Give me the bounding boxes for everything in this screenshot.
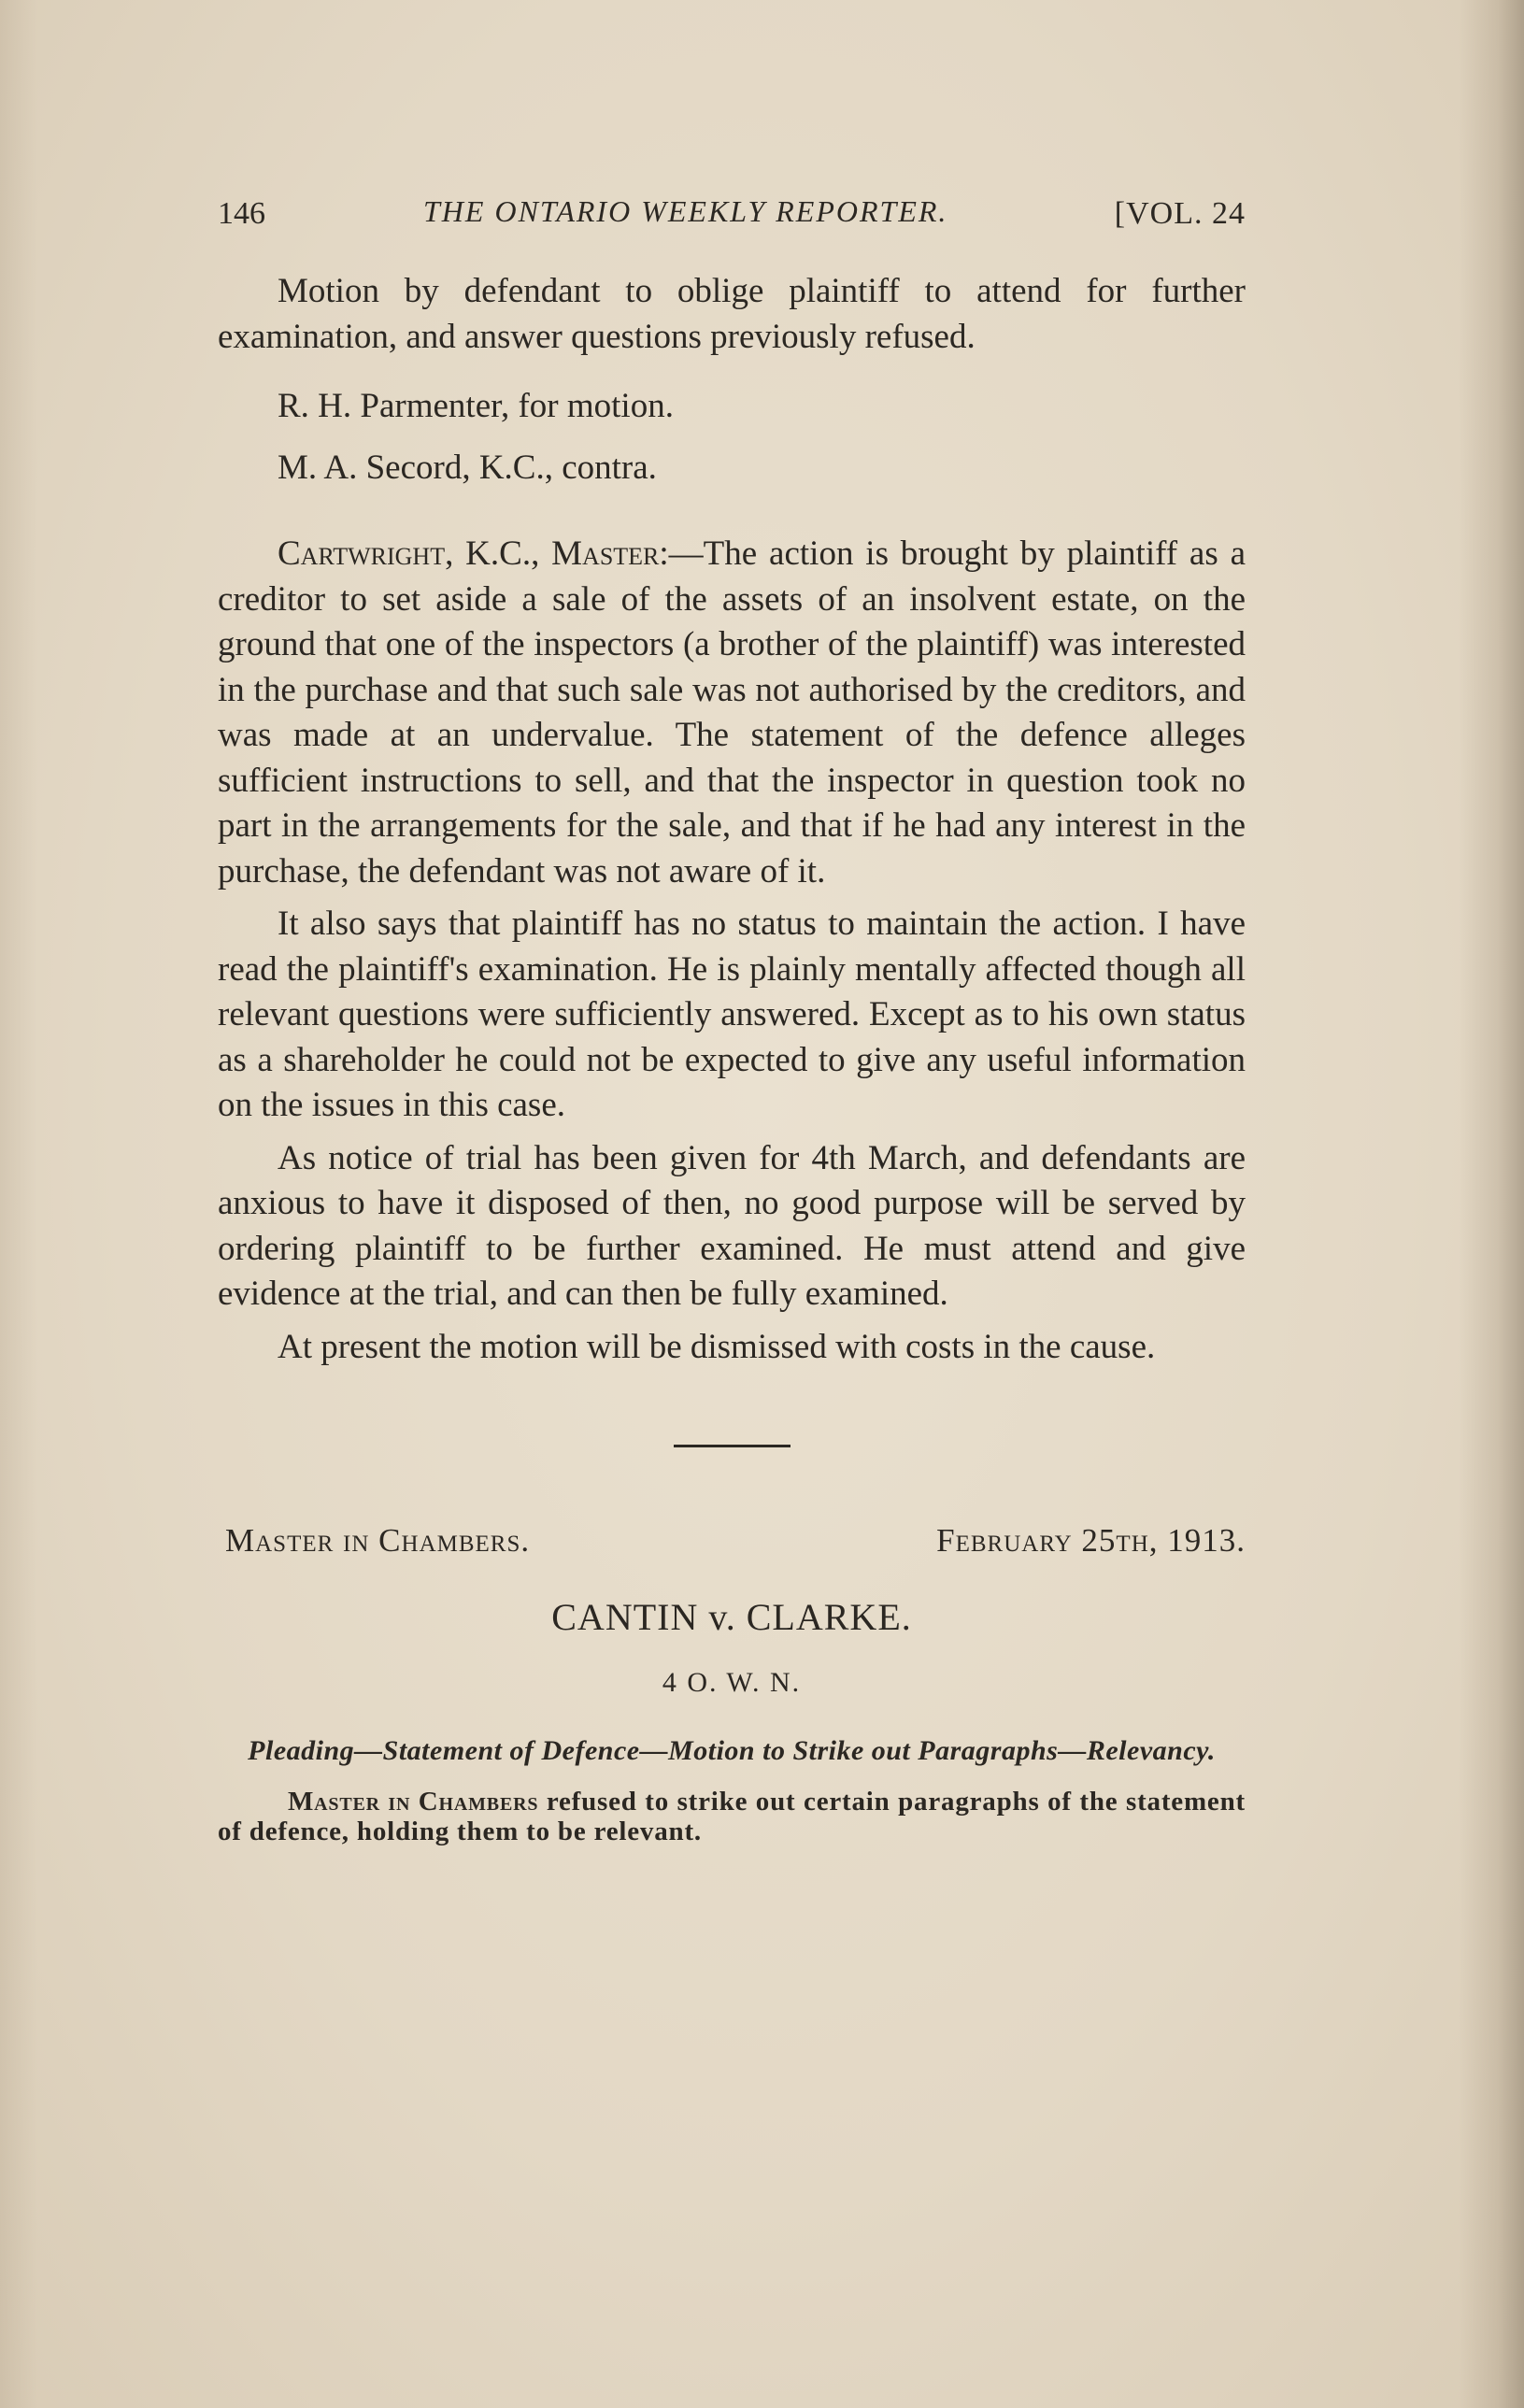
judge-name: Cartwright, K.C., Master	[278, 534, 660, 573]
holding-text: refused to strike out certain paragraphs of the statement of defence, holding them to be relevant.	[218, 1787, 1246, 1846]
volume-label: [VOL. 24	[1114, 196, 1246, 231]
judgment-paragraph-3: As notice of trial has been given for 4th March, and defendants are anxious to have it disposed of then, no good purpose will be served by ordering plaintiff to be further examined. He must attend and give evidence at the trial, and can then be fully examined.	[218, 1138, 1246, 1313]
judgment-paragraph-4: At present the motion will be dismissed with costs in the cause.	[278, 1327, 1156, 1366]
judgment-paragraph-1-text: :—The action is brought by plaintiff as a creditor to set aside a sale of the assets of an insolvent estate, on the ground that one of the inspectors (a brother of the plaintiff) was interested in the purchase and that such sale was not authorised by the creditors, and was made at an undervalue. The statement of the defence alleges sufficient instructions to sell, and that the inspector in question took no part in the arrangements for the sale, and that if he had any interest in the purchase, the defendant was not aware of it.	[218, 534, 1246, 891]
decision-date: February 25th, 1913.	[936, 1522, 1246, 1559]
journal-title: THE ONTARIO WEEKLY REPORTER.	[423, 194, 948, 228]
holding	[218, 1787, 1246, 1846]
court-name: Master in Chambers.	[225, 1522, 531, 1559]
page-content	[218, 187, 1246, 1846]
running-head	[218, 187, 1246, 243]
page-shadow-right	[1459, 0, 1524, 2408]
counsel-contra: M. A. Secord, K.C., contra.	[278, 449, 657, 487]
case-header	[218, 1522, 1246, 1569]
holding-lead: Master in Chambers	[288, 1787, 539, 1817]
case-citation: 4 O. W. N.	[662, 1667, 802, 1698]
judgment-paragraph-1	[218, 532, 1246, 894]
judgment-paragraph-2: It also says that plaintiff has no status to maintain the action. I have read the plaintiff's examination. He is plainly mentally affected though all relevant questions were sufficiently answered. Except as to his own status as a shareholder he could not be expected to give any useful information on the issues in this case.	[218, 905, 1246, 1124]
headnote: Pleading—Statement of Defence—Motion to Strike out Paragraphs—Relevancy.	[248, 1735, 1216, 1766]
page-shadow-left	[0, 0, 37, 2408]
case-title: CANTIN v. CLARKE.	[551, 1596, 912, 1638]
motion-paragraph: Motion by defendant to oblige plaintiff to attend for further examination, and answer questions previously refused.	[218, 272, 1246, 356]
counsel-for-motion: R. H. Parmenter, for motion.	[278, 387, 674, 425]
page-number: 146	[218, 196, 265, 231]
